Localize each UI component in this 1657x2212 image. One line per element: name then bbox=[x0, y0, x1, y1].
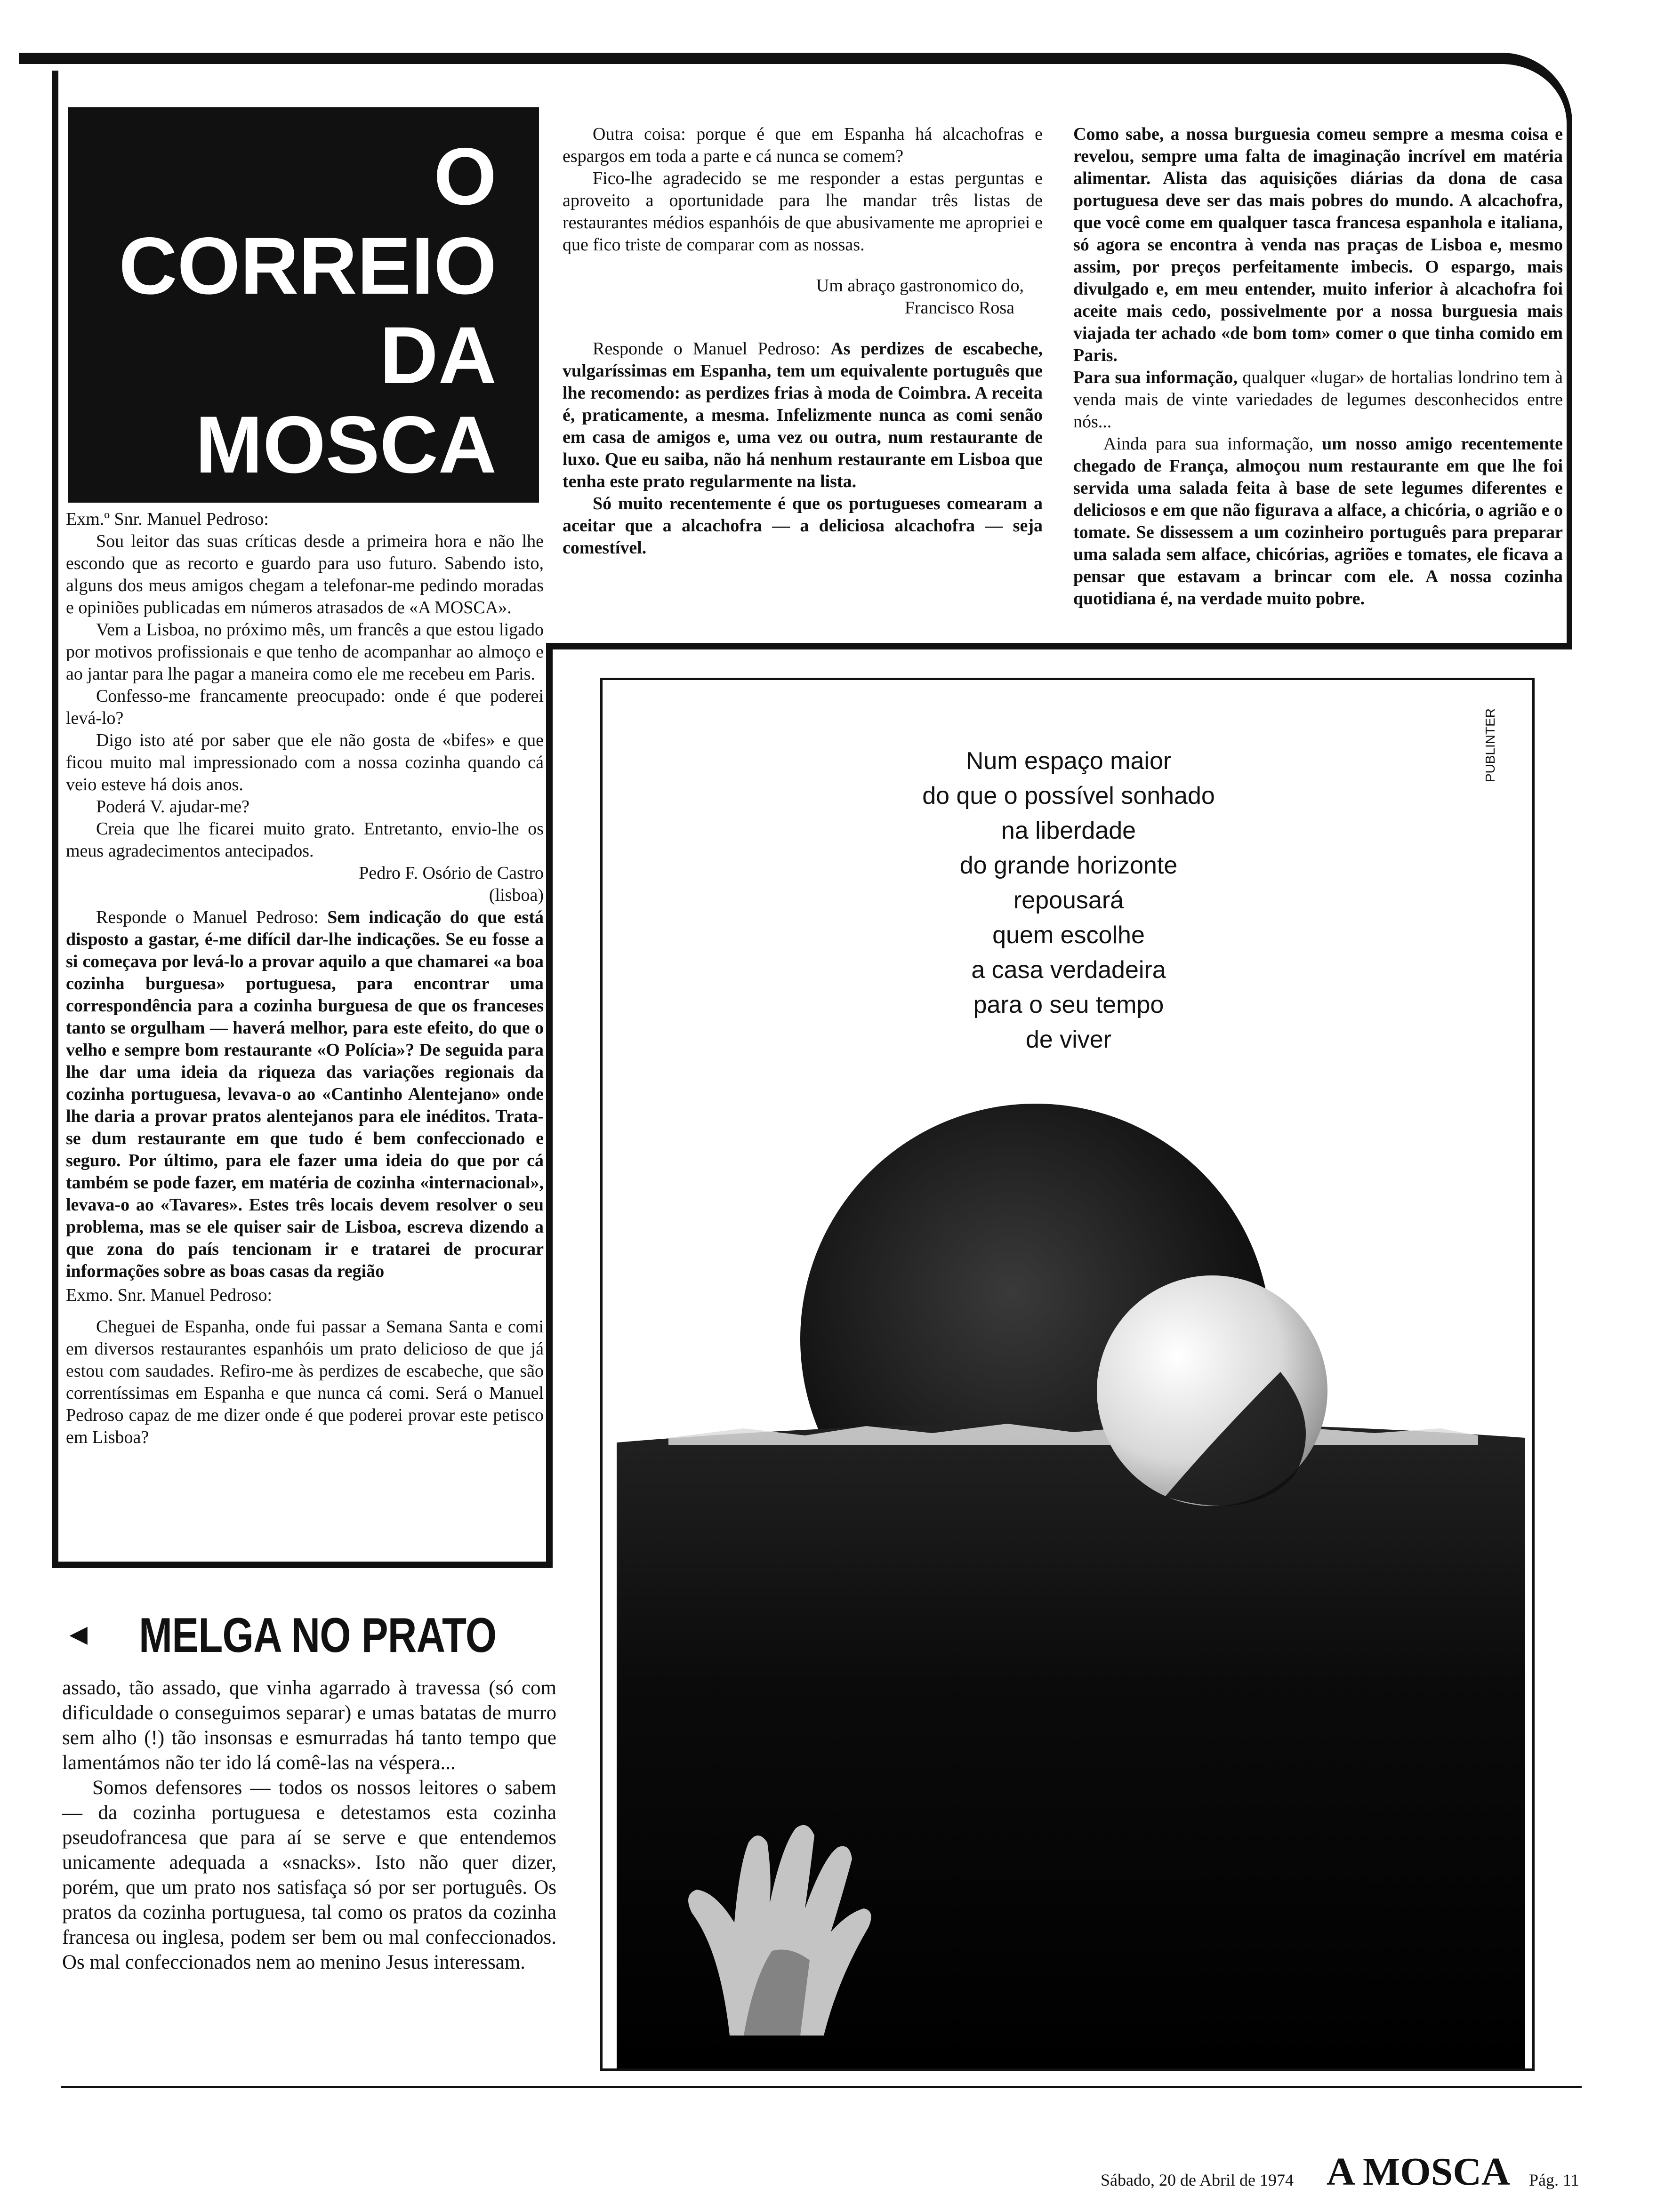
letter-paragraph: Digo isto até por saber que ele não gosta de «bifes» e que ficou muito mal impressionado com a nossa cozinha quando cá veio esteve há dois anos. bbox=[66, 730, 544, 794]
poem-line: do que o possível sonhado bbox=[922, 782, 1215, 809]
letter-closing: Um abraço gastronomico do, bbox=[816, 276, 1024, 296]
article-paragraph: Somos defensores — todos os nossos leitores o sabem — da cozinha portuguesa e detestamos esta cozinha pseudofrancesa que para aí se serve e que entendemos unicamente adequada a «snacks». Isto não quer dizer, porém, que um prato nos satisfaça só por ser português. Os pratos da cozinha portuguesa, tal como os pratos da cozinha francesa ou inglesa, podem ser bem ou mal confeccionados. Os mal confeccionados nem ao menino Jesus interessam. bbox=[62, 1777, 556, 1973]
reply-text: Sem indicação do que está disposto a gastar, é-me difícil dar-lhe indicações. Se eu fosse a si começava por levá-lo a provar aquilo a que chamarei «a boa cozinha burguesa» portuguesa, para encontrar uma correspondência para a cozinha burguesa de que os franceses tanto se orgulham — haverá melhor, para este efeito, do que o velho e sempre bom restaurante «O Polícia»? De seguida para lhe dar uma ideia da riqueza das variações regionais da cozinha portuguesa, levava-o ao «Cantinho Alentejano» onde lhe daria a provar pratos alentejanos para ele inéditos. Trata-se dum restaurante em que tudo é bem confeccionado e seguro. Por último, para ele fazer uma ideia do que por cá também se pode fazer, em matéria de cozinha «internacional», levava-o ao «Tavares». Estes três locais devem resolver o seu problema, mas se ele quiser sair de Lisboa, escreva dizendo a que zona do país tencionam ir e tratarei de procurar informações sobre as boas casas da região bbox=[66, 907, 544, 1281]
ad-illustration bbox=[603, 680, 1532, 2068]
poem-line: do grande horizonte bbox=[959, 852, 1178, 879]
reply-text: um nosso amigo recentemente chegado de França, almoçou num restaurante em que lhe foi servida uma salada feita à base de sete legumes diferentes e deliciosos e em que não figurava a alface, a chicória, o agrião e o tomate. Se dissessem a um cozinheiro português para preparar uma salada sem alface, chicórias, agriões e tomates, ele ficava a pensar que estavam a brincar com ele. A nossa cozinha quotidiana é, na verdade muito pobre. bbox=[1073, 434, 1563, 609]
footer-date: Sábado, 20 de Abril de 1974 bbox=[1101, 2171, 1294, 2189]
melga-arrow-icon: ◄ bbox=[64, 1617, 94, 1651]
reply-text: Ainda para sua informação, bbox=[1103, 434, 1313, 454]
letter-paragraph: Creia que lhe ficarei muito grato. Entretanto, envio-lhe os meus agradecimentos antecipados. bbox=[66, 819, 544, 861]
article-paragraph: assado, tão assado, que vinha agarrado à travessa (só com dificuldade o conseguimos separar) e umas batatas de murro sem alho (!) tão insonsas e esmurradas há tanto tempo que lamentámos não ter ido lá comê-las na véspera... bbox=[62, 1677, 556, 1774]
page-frame-left bbox=[52, 71, 58, 1563]
title-line: CORREIO bbox=[119, 221, 497, 311]
letter-paragraph: Fico-lhe agradecido se me responder a estas perguntas e aproveito a oportunidade para lhe mandar três listas de restaurantes médios espanhóis de que abusivamente me apropriei e que fico triste de comparar com as nossas. bbox=[563, 168, 1043, 255]
title-line: DA bbox=[379, 310, 497, 401]
poem-line: quem escolhe bbox=[992, 922, 1145, 949]
letter-location: (lisboa) bbox=[489, 885, 544, 905]
letter-paragraph: Poderá V. ajudar-me? bbox=[96, 797, 250, 817]
poem-line: a casa verdadeira bbox=[971, 956, 1166, 984]
footer-rule bbox=[61, 2086, 1582, 2088]
letter-1 bbox=[66, 508, 544, 1449]
page-frame-right-col bbox=[546, 648, 553, 1568]
reply-lead: Responde o Manuel Pedroso: bbox=[96, 907, 319, 927]
reply-text: qualquer «lugar» de hortalias londrino tem à venda mais de vinte variedades de legumes desconhecidos entre nós... bbox=[1073, 368, 1563, 432]
title-line: MOSCA bbox=[195, 400, 497, 490]
reply-text: Como sabe, a nossa burguesia comeu sempre a mesma coisa e revelou, sempre uma falta de imaginação incrível em matéria alimentar. Alista das aquisições diárias da dona de casa portuguesa deve ser das mais pobres do mundo. A alcachofra, que você come em qualquer tasca francesa espanhola e italiana, só agora se encontra à venda nas praças de Lisboa e, mesmo assim, por preços perfeitamente imbecis. O espargo, mais divulgado e, em meu entender, muito inferior à alcachofra foi aceite mais cedo, possivelmente por a nossa burguesia mais viajada ter achado «de bom tom» comer o que tinha comido em Paris. bbox=[1073, 124, 1563, 365]
letter-signature: Pedro F. Osório de Castro bbox=[359, 863, 544, 883]
footer-publication: A MOSCA bbox=[1327, 2150, 1510, 2194]
poem-line: para o seu tempo bbox=[973, 991, 1164, 1018]
letter-signature: Francisco Rosa bbox=[904, 298, 1014, 318]
section-title bbox=[68, 107, 539, 503]
reply-text: Para sua informação, bbox=[1073, 368, 1238, 387]
section-divider bbox=[546, 643, 1572, 649]
letter-paragraph: Vem a Lisboa, no próximo mês, um francês a que estou ligado por motivos profissionais e que tenho de acompanhar ao almoço e ao jantar para lhe pagar a maneira como ele me recebeu em Paris. bbox=[66, 620, 544, 684]
ad-credit: PUBLINTER bbox=[1483, 708, 1497, 783]
letter-2-continued bbox=[563, 123, 1043, 559]
poem-line: repousará bbox=[1013, 887, 1124, 914]
letter-salutation: Exmo. Snr. Manuel Pedroso: bbox=[66, 1285, 273, 1305]
letter-paragraph: Confesso-me francamente preocupado: onde é que poderei levá-lo? bbox=[66, 686, 544, 728]
melga-article bbox=[62, 1675, 556, 1975]
title-line: O bbox=[434, 131, 497, 222]
letter-paragraph: Sou leitor das suas críticas desde a primeira hora e não lhe escondo que as recorto e guardo para uso futuro. Sabendo isto, alguns dos meus amigos chegam a telefonar-me pedindo moradas e opiniões publicadas em números atrasados de «A MOSCA». bbox=[66, 531, 544, 617]
reply-lead: Responde o Manuel Pedroso: bbox=[593, 339, 820, 359]
page-frame-bottom-left bbox=[52, 1562, 551, 1568]
footer-page-number: Pág. 11 bbox=[1529, 2171, 1579, 2189]
advertisement bbox=[600, 678, 1535, 2071]
reply-2-continued bbox=[1073, 123, 1563, 610]
melga-heading: MELGA NO PRATO bbox=[139, 1608, 497, 1663]
reply-text: Só muito recentemente é que os portugueses comearam a aceitar que a alcachofra — a deliciosa alcachofra — seja comestível. bbox=[563, 494, 1043, 558]
letter-paragraph: Outra coisa: porque é que em Espanha há alcachofras e espargos em toda a parte e cá nunca se comem? bbox=[563, 124, 1043, 166]
poem-line: de viver bbox=[1025, 1026, 1112, 1053]
poem-line: Num espaço maior bbox=[965, 747, 1172, 775]
poem-line: na liberdade bbox=[1001, 817, 1136, 844]
letter-salutation: Exm.º Snr. Manuel Pedroso: bbox=[66, 509, 269, 529]
reply-text: As perdizes de escabeche, vulgaríssimas em Espanha, tem um equivalente português que lhe recomendo: as perdizes frias à moda de Coimbra. A receita é, praticamente, a mesma. Infelizmente nunca as comi senão em casa de amigos e, uma vez ou outra, num restaurante de luxo. Que eu saiba, não há nenhum restaurante em Lisboa que tenha este prato regularmente na lista. bbox=[563, 339, 1043, 491]
letter-paragraph: Cheguei de Espanha, onde fui passar a Semana Santa e comi em diversos restaurantes espanhóis um prato delicioso de que já estou com saudades. Refiro-me às perdizes de escabeche, que são correntíssimas em Espanha e que nunca cá comi. Será o Manuel Pedroso capaz de me dizer onde é que poderei provar este petisco em Lisboa? bbox=[66, 1317, 544, 1447]
